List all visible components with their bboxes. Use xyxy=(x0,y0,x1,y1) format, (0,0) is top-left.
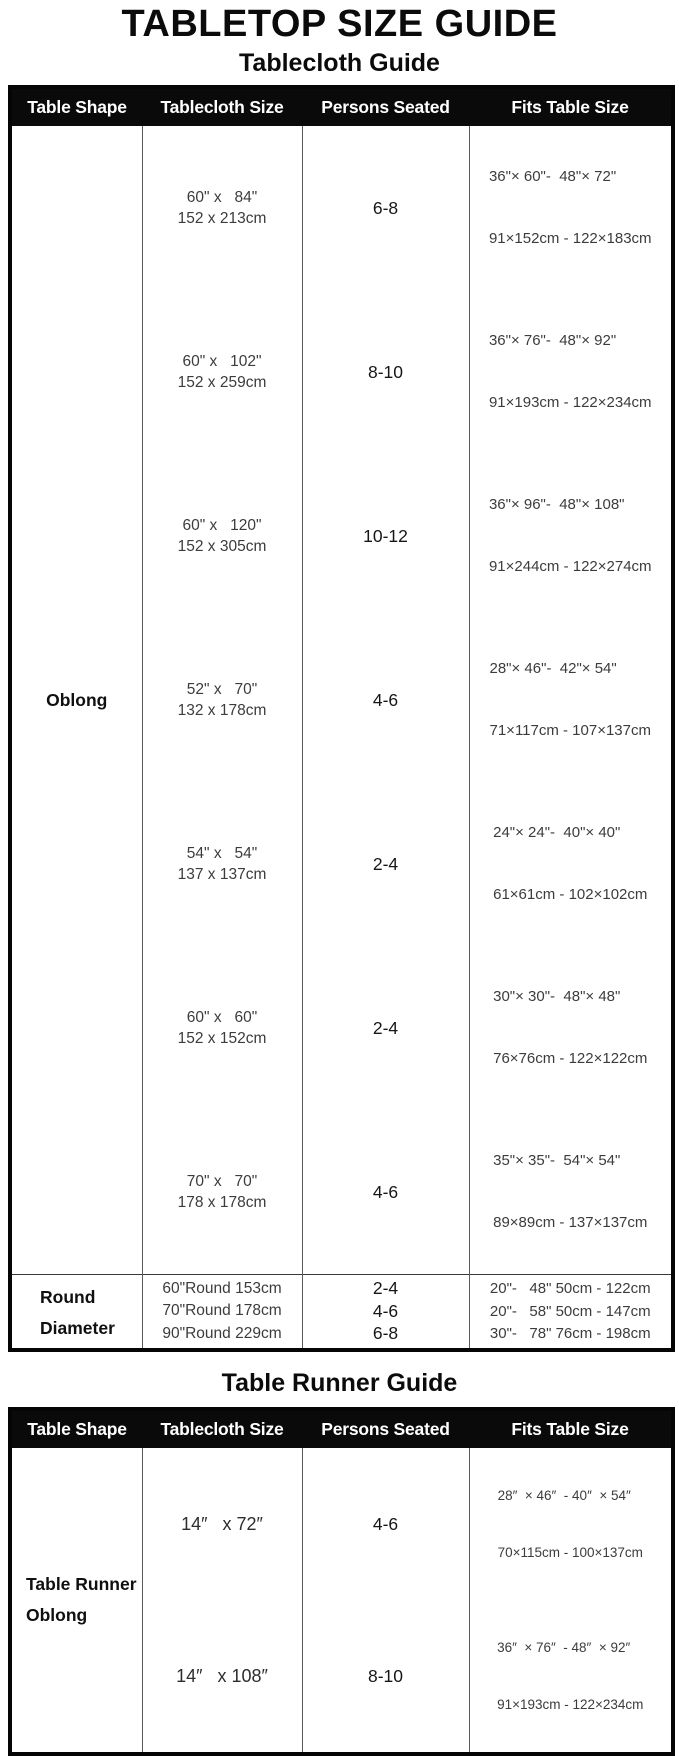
size-inches: 54" x 54" xyxy=(186,845,258,862)
size-cm: 152 x 213cm xyxy=(177,210,267,227)
fits-block xyxy=(489,126,652,290)
size-cell xyxy=(142,126,302,290)
header-tablecloth-size: Tablecloth Size xyxy=(142,1409,302,1448)
fits-block xyxy=(489,454,652,618)
fits-cell xyxy=(469,1600,673,1754)
size-cm: 178 x 178cm xyxy=(177,1194,267,1211)
fits-inches: 35"× 35"- 54"× 54" xyxy=(493,1152,621,1169)
tablecloth-table-header xyxy=(10,87,673,126)
size-cell xyxy=(142,454,302,618)
fits-block xyxy=(490,618,652,782)
size-cm: 152 x 259cm xyxy=(177,374,267,391)
table-row xyxy=(10,1448,673,1600)
size-cm: 152 x 152cm xyxy=(177,1030,267,1047)
size-cell xyxy=(142,618,302,782)
fits-cell xyxy=(469,618,673,782)
fits-inches: 36"× 76"- 48"× 92" xyxy=(488,332,617,349)
fits-cell xyxy=(469,946,673,1110)
size-cm: 132 x 178cm xyxy=(177,702,267,719)
fits-inches: 36″ × 76″ - 48″ × 92″ xyxy=(497,1640,631,1655)
fits-cm: 91×244cm - 122×274cm xyxy=(488,557,652,575)
persons-cell: 10-12 xyxy=(302,454,469,618)
persons-cell: 6-8 xyxy=(302,1323,469,1350)
header-row xyxy=(10,1409,673,1448)
size-cell: 14″ x 72″ xyxy=(142,1448,302,1600)
fits-block xyxy=(493,782,647,946)
fits-block xyxy=(493,946,647,1110)
size-cell xyxy=(142,782,302,946)
fits-inches: 28″ × 46″ - 40″ × 54″ xyxy=(497,1488,631,1503)
size-inches: 52" x 70" xyxy=(186,681,258,698)
size-cell: 70"Round 178cm xyxy=(142,1299,302,1323)
persons-cell: 4-6 xyxy=(302,618,469,782)
fits-block xyxy=(497,1600,643,1752)
header-row xyxy=(10,87,673,126)
shape-cell-oblong: Oblong xyxy=(46,689,108,710)
shape-cell-round-diameter xyxy=(10,1275,142,1351)
size-cell xyxy=(142,290,302,454)
size-inches: 70" x 70" xyxy=(186,1173,258,1190)
header-table-shape: Table Shape xyxy=(10,87,142,126)
runner-table-header xyxy=(10,1409,673,1448)
fits-cm: 89×89cm - 137×137cm xyxy=(493,1213,648,1231)
persons-cell: 8-10 xyxy=(302,1600,469,1754)
fits-cm: 91×193cm - 122×234cm xyxy=(497,1697,644,1712)
fits-cm: 70×115cm - 100×137cm xyxy=(497,1545,643,1560)
persons-cell: 4-6 xyxy=(302,1448,469,1600)
shape-line: Table Runner xyxy=(26,1574,137,1594)
tablecloth-guide-table xyxy=(8,85,675,1352)
table-runner-guide-table xyxy=(8,1407,675,1756)
fits-cell xyxy=(469,782,673,946)
fits-cm: 71×117cm - 107×137cm xyxy=(489,721,651,739)
shape-line: Diameter xyxy=(40,1318,115,1338)
fits-block xyxy=(498,1448,643,1600)
header-fits-table-size: Fits Table Size xyxy=(469,1409,673,1448)
tablecloth-guide-title: Tablecloth Guide xyxy=(239,49,440,77)
table-row xyxy=(10,1275,673,1300)
fits-inches: 36"× 96"- 48"× 108" xyxy=(488,496,625,513)
fits-block xyxy=(489,290,652,454)
fits-cell xyxy=(469,1110,673,1275)
fits-cell: 30"- 78" 76cm - 198cm xyxy=(469,1323,673,1350)
fits-block xyxy=(493,1110,647,1274)
size-cm: 152 x 305cm xyxy=(177,538,267,555)
size-inches: 60" x 120" xyxy=(182,517,262,534)
fits-cell xyxy=(469,290,673,454)
fits-cm: 76×76cm - 122×122cm xyxy=(493,1049,648,1067)
fits-inches: 36"× 60"- 48"× 72" xyxy=(488,168,617,185)
page-title: TABLETOP SIZE GUIDE xyxy=(121,3,558,45)
header-table-shape: Table Shape xyxy=(10,1409,142,1448)
table-runner-guide-title: Table Runner Guide xyxy=(221,1369,458,1397)
size-cell: 60"Round 153cm xyxy=(142,1275,302,1300)
size-inches: 60" x 102" xyxy=(182,353,262,370)
fits-cell xyxy=(469,1448,673,1600)
fits-cell xyxy=(469,126,673,290)
size-cm: 137 x 137cm xyxy=(177,866,267,883)
header-persons-seated: Persons Seated xyxy=(302,1409,469,1448)
size-inches: 60" x 60" xyxy=(186,1009,258,1026)
persons-cell: 6-8 xyxy=(302,126,469,290)
fits-cm: 91×193cm - 122×234cm xyxy=(488,393,652,411)
fits-cell: 20"- 48" 50cm - 122cm xyxy=(469,1275,673,1300)
table-row xyxy=(10,126,673,290)
persons-cell: 4-6 xyxy=(302,1299,469,1323)
shape-cell-table-runner xyxy=(10,1448,142,1754)
fits-inches: 28"× 46"- 42"× 54" xyxy=(489,660,617,677)
persons-cell: 4-6 xyxy=(302,1110,469,1275)
size-cell: 14″ x 108″ xyxy=(142,1600,302,1754)
fits-cm: 61×61cm - 102×102cm xyxy=(493,885,648,903)
fits-inches: 30"× 30"- 48"× 48" xyxy=(493,988,621,1005)
header-tablecloth-size: Tablecloth Size xyxy=(142,87,302,126)
shape-line: Round xyxy=(40,1287,96,1307)
size-cell xyxy=(142,1110,302,1275)
header-persons-seated: Persons Seated xyxy=(302,87,469,126)
fits-inches: 24"× 24"- 40"× 40" xyxy=(493,824,621,841)
size-cell: 90"Round 229cm xyxy=(142,1323,302,1350)
persons-cell: 8-10 xyxy=(302,290,469,454)
size-cell xyxy=(142,946,302,1110)
persons-cell: 2-4 xyxy=(302,946,469,1110)
fits-cm: 91×152cm - 122×183cm xyxy=(488,229,652,247)
persons-cell: 2-4 xyxy=(302,782,469,946)
header-fits-table-size: Fits Table Size xyxy=(469,87,673,126)
fits-cell: 20"- 58" 50cm - 147cm xyxy=(469,1299,673,1323)
fits-cell xyxy=(469,454,673,618)
shape-line: Oblong xyxy=(26,1605,88,1625)
size-inches: 60" x 84" xyxy=(186,189,258,206)
persons-cell: 2-4 xyxy=(302,1275,469,1300)
